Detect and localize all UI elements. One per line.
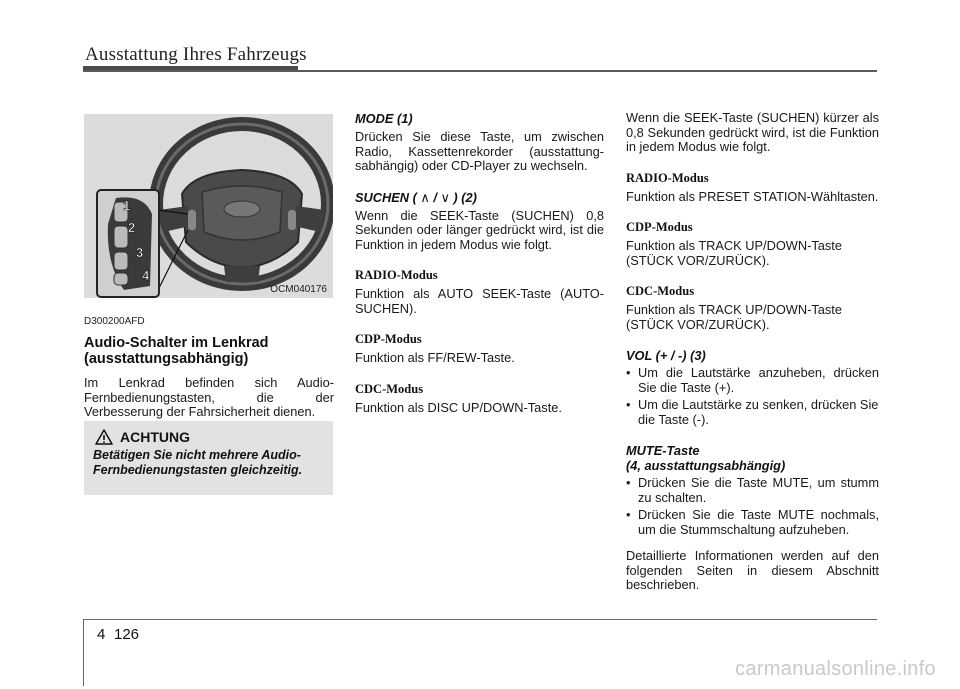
short-mode-text: Funktion als PRESET STATION-Wähltasten. (626, 188, 879, 204)
column-3 (626, 111, 879, 593)
list-item: • Drücken Sie die Taste MUTE, um stumm zu schalten. (626, 476, 879, 505)
short-mode-text: Funktion als TRACK UP/DOWN-Taste (STÜCK VOR/ZURÜCK). (626, 238, 842, 268)
page-number: 126 (114, 626, 140, 643)
mute-heading (626, 443, 879, 473)
section-title: Audio-Schalter im Lenkrad (ausstattungsabhängig) (84, 335, 269, 367)
long-mode-text: Funktion als AUTO SEEK-Taste (AUTO-SUCHEN). (355, 286, 604, 316)
suchen-heading-start: SUCHEN ( (355, 189, 417, 205)
figure-code: OCM040176 (270, 284, 327, 295)
short-mode-name: CDC-Modus (626, 284, 695, 298)
watermark: carmanualsonline.info (735, 658, 936, 680)
steering-wheel-illustration (84, 114, 333, 298)
warning-text: Betätigen Sie nicht mehrere Audio-Fernbedienungstasten gleichzeitig. (93, 448, 303, 477)
callout-3: 3 (136, 245, 144, 260)
long-mode-name: RADIO-Modus (355, 268, 438, 282)
section-intro: Im Lenkrad befinden sich Audio-Fernbedienungstasten, die der Verbesserung der Fahrsicherheit dienen. (84, 375, 334, 419)
header-rule (83, 70, 877, 72)
mode-heading: MODE (1) (355, 111, 413, 126)
footer-rule (83, 619, 877, 620)
suchen-separator: / (433, 189, 437, 205)
seek-down-icon: ∨ (440, 189, 450, 205)
callout-1: 1 (123, 198, 131, 213)
warning-triangle-icon (95, 429, 113, 445)
long-mode-text: Funktion als DISC UP/DOWN-Taste. (355, 399, 562, 415)
column-1 (84, 316, 334, 420)
short-mode-text: Funktion als TRACK UP/DOWN-Taste (STÜCK VOR/ZURÜCK). (626, 302, 842, 332)
warning-box (84, 421, 333, 495)
long-mode-name: CDP-Modus (355, 332, 422, 346)
seek-up-icon: ∧ (420, 189, 430, 205)
list-item: • Um die Lautstärke anzuheben, drücken Sie die Taste (+). (626, 366, 879, 395)
column-2 (355, 111, 604, 415)
short-press-text: Wenn die SEEK-Taste (SUCHEN) kürzer als 0,8 Sekunden gedrückt wird, ist die Funktion in jedem Modus wie folgt. (626, 110, 879, 154)
callout-2: 2 (128, 220, 136, 235)
vol-list (626, 366, 879, 427)
mute-list (626, 476, 879, 537)
mute-heading-line2: (4, ausstattungsabhängig) (626, 458, 786, 473)
section-code: D300200AFD (84, 316, 145, 327)
long-mode-text: Funktion als FF/REW-Taste. (355, 350, 515, 365)
running-header: Ausstattung Ihres Fahrzeugs (85, 44, 307, 65)
short-mode-name: RADIO-Modus (626, 170, 709, 185)
steering-wheel-figure (84, 114, 333, 298)
warning-title: ACHTUNG (120, 429, 190, 445)
closing-text: Detaillierte Informationen werden auf den folgenden Seiten in diesem Abschnitt beschrieben. (626, 548, 879, 592)
warning-header (93, 429, 324, 445)
footer-vertical-rule (83, 620, 84, 686)
suchen-heading-end: ) (2) (453, 189, 477, 205)
suchen-heading (355, 190, 604, 205)
vol-heading: VOL (+ / -) (3) (626, 348, 706, 363)
mute-heading-line1: MUTE-Taste (626, 443, 700, 458)
list-item: • Um die Lautstärke zu senken, drücken Sie die Taste (-). (626, 398, 879, 427)
long-mode-name: CDC-Modus (355, 381, 424, 396)
mode-text: Drücken Sie diese Taste, um zwischen Radio, Kassettenrekorder (ausstattung-sabhängig) oder CD-Player zu wechseln. (355, 129, 604, 173)
chapter-number: 4 (97, 626, 106, 643)
suchen-text: Wenn die SEEK-Taste (SUCHEN) 0,8 Sekunden oder länger gedrückt wird, ist die Funktion in jedem Modus wie folgt. (355, 207, 604, 252)
callout-4: 4 (142, 268, 150, 283)
list-item: • Drücken Sie die Taste MUTE nochmals, um die Stummschaltung aufzuheben. (626, 508, 879, 537)
short-mode-name: CDP-Modus (626, 220, 693, 234)
